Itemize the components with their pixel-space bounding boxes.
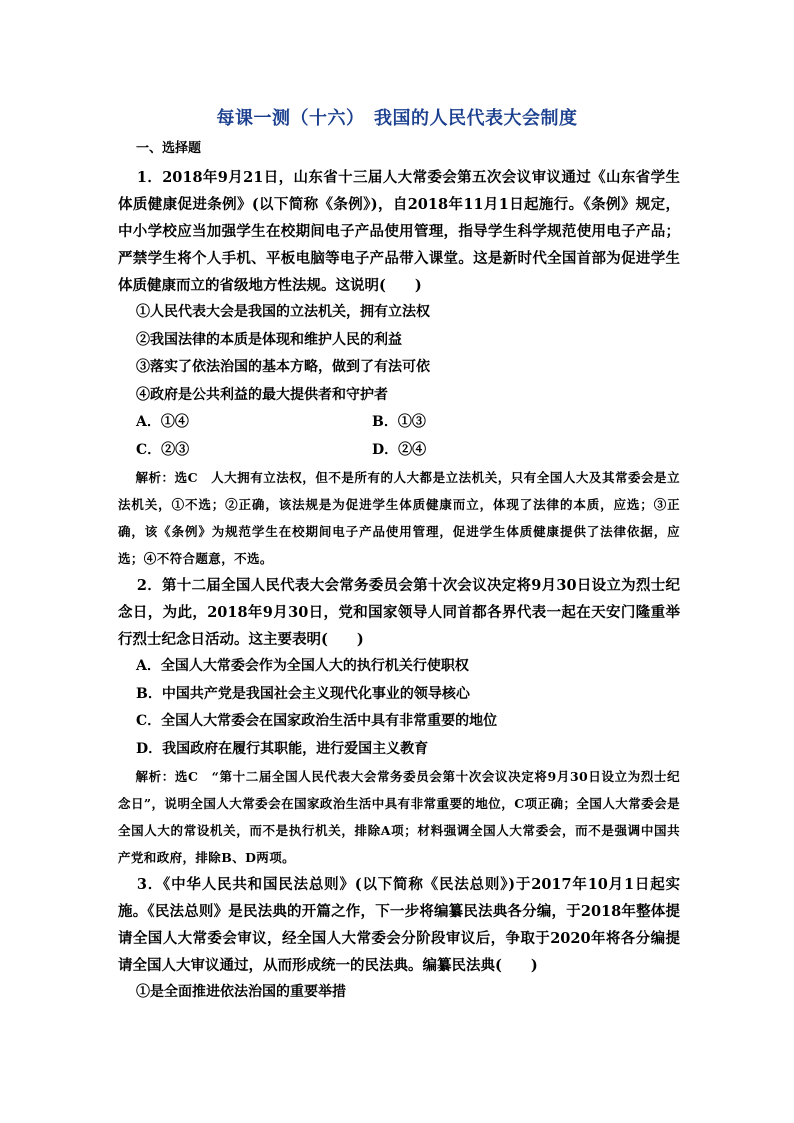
q1-statement-3: ③落实了依法治国的基本方略，做到了有法可依 — [136, 359, 430, 375]
question-2-stem: 2．第十二届全国人民代表大会常务委员会第十次会议决定将9月30日设立为烈士纪念日，为此，2018年9月30日，党和国家领导人同首都各界代表一起在天安门隆重举行烈士纪念日活动。这主要表明( ) — [118, 577, 680, 648]
q3-statement-1: ①是全面推进依法治国的重要举措 — [136, 984, 346, 1000]
question-3-stem: 3．《中华人民共和国民法总则》(以下简称《民法总则》)于2017年10月1日起实施。《民法总则》是民法典的开篇之作，下一步将编纂民法典各分编，于2018年整体提请全国人大常委会审议，经全国人大常委会分阶段审议后，争取于2020年将各分编提请全国人大审议通过，从而形成统一的民法典。编纂民法典( ) — [118, 876, 680, 974]
q2-analysis: 解析：选C “第十二届全国人民代表大会常务委员会第十次会议决定将9月30日设立为烈士纪念日”，说明全国人大常委会在国家政治生活中具有非常重要的地位，C项正确；全国人大常委会是全国人大的常设机关，而不是执行机关，排除A项；材料强调全国人大常委会，而不是强调中国共产党和政府，排除B、D两项。 — [118, 769, 680, 865]
section-heading: 一、选择题 — [136, 141, 202, 156]
q2-option-d: D．我国政府在履行其职能，进行爱国主义教育 — [136, 740, 429, 757]
q2-option-a: A．全国人大常委会作为全国人大的执行机关行使职权 — [136, 658, 469, 674]
q1-options-row-1 — [118, 409, 680, 437]
q2-option-c: C．全国人大常委会在国家政治生活中具有非常重要的地位 — [136, 713, 498, 729]
q1-option-a: A．①④ — [136, 414, 189, 430]
question-1-stem: 1．2018年9月21日，山东省十三届人大常委会第五次会议审议通过《山东省学生体质健康促进条例》(以下简称《条例》)，自2018年11月1日起施行。《条例》规定，中小学校应当加强学生在校期间电子产品使用管理，指导学生科学规范使用电子产品；严禁学生将个人手机、平板电脑等电子产品带入课堂。这是新时代全国首部为促进学生体质健康而立的省级地方性法规。这说明( ) — [118, 169, 680, 294]
document-body — [118, 140, 680, 1007]
q1-analysis: 解析：选C 人大拥有立法权，但不是所有的人大都是立法机关，只有全国人大及其常委会是立法机关，①不选；②正确，该法规是为促进学生体质健康而立，体现了法律的本质，应选；③正确，该《条例》为规范学生在校期间电子产品使用管理，促进学生体质健康提供了法律依据，应选；④不符合题意，不选。 — [118, 470, 680, 566]
q1-options-row-2 — [118, 437, 680, 465]
q1-option-b: B．①③ — [372, 414, 426, 430]
q1-statement-1: ①人民代表大会是我国的立法机关，拥有立法权 — [136, 304, 430, 320]
page-title: 每课一测（十六） 我国的人民代表大会制度 — [216, 108, 578, 129]
q1-option-d: D．②④ — [372, 441, 427, 458]
q1-statement-2: ②我国法律的本质是体现和维护人民的利益 — [136, 331, 402, 348]
q2-option-b: B．中国共产党是我国社会主义现代化事业的领导核心 — [136, 685, 470, 702]
q1-option-c: C．②③ — [136, 441, 190, 458]
q1-statement-4: ④政府是公共利益的最大提供者和守护者 — [136, 386, 388, 403]
